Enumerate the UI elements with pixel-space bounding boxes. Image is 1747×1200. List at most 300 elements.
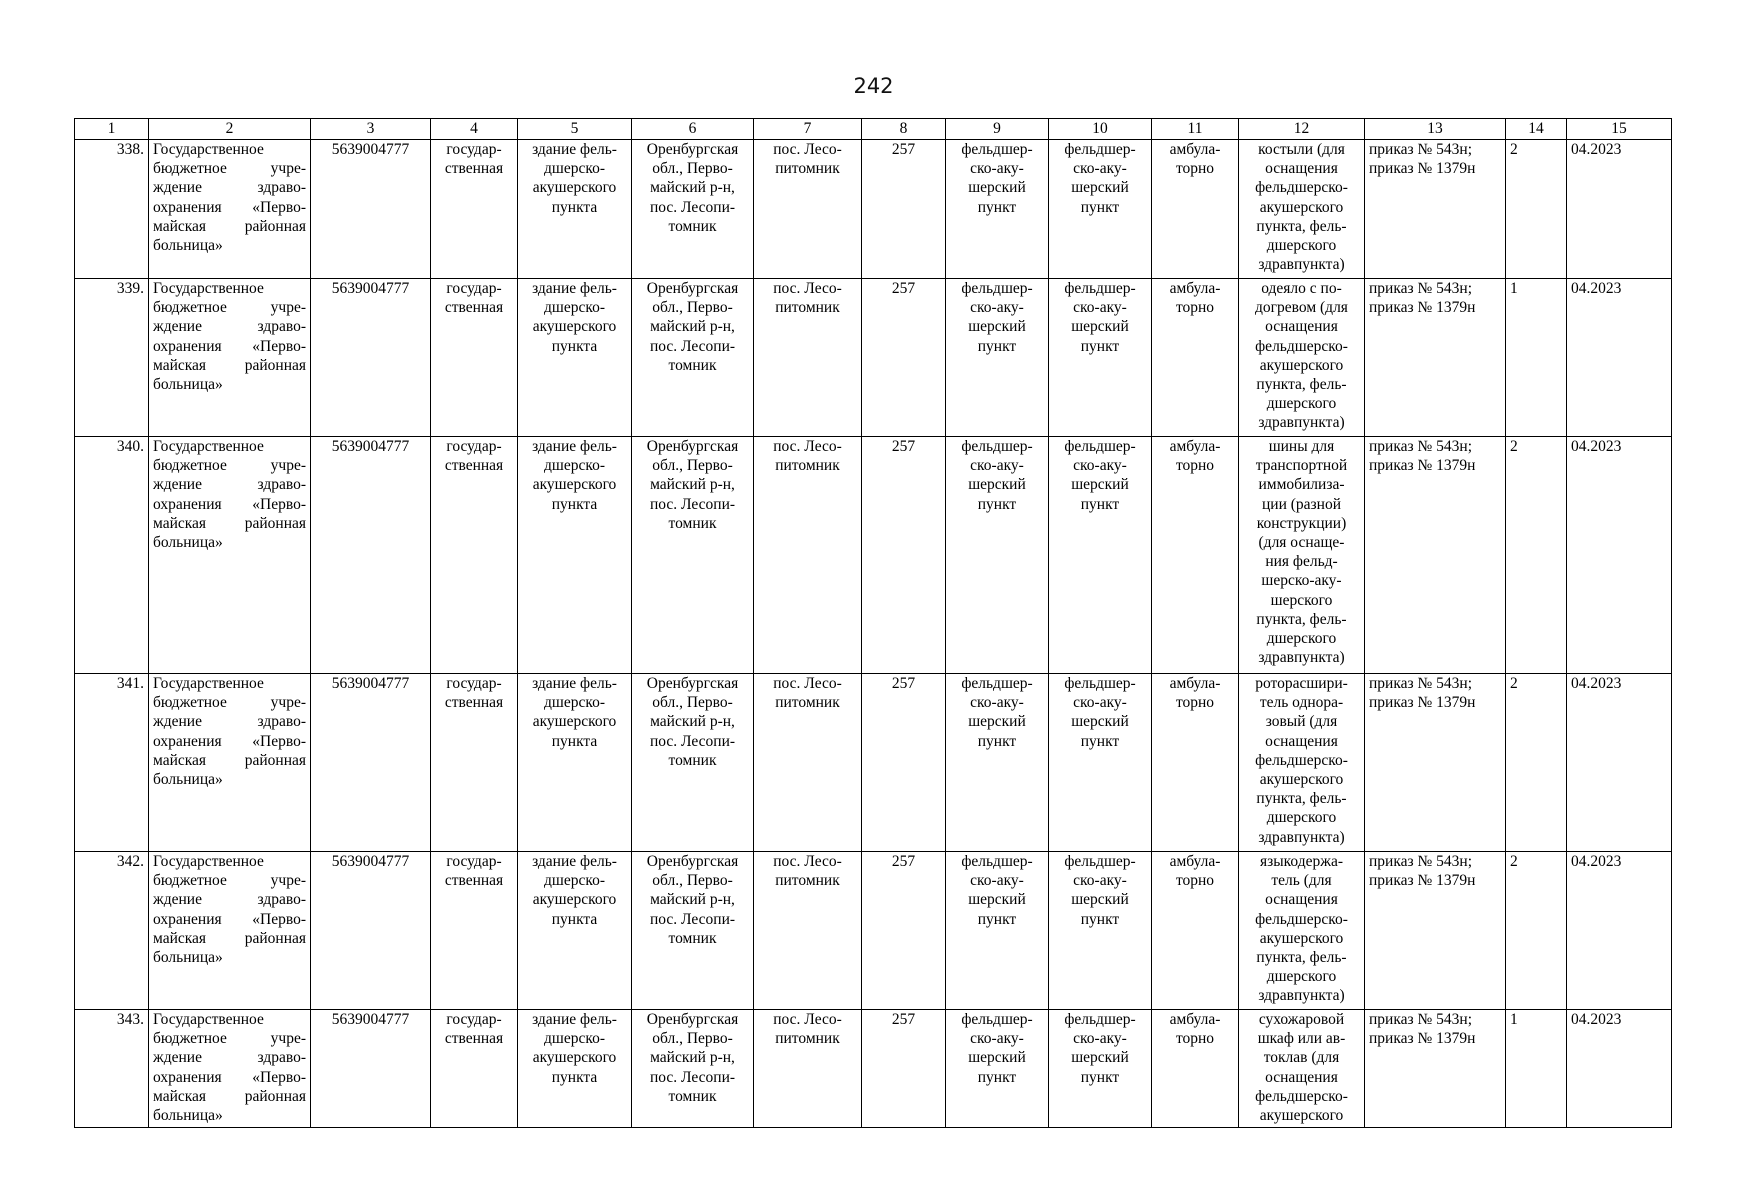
- address-line: томник: [668, 514, 717, 532]
- date-value-cell: 04.2023: [1567, 437, 1672, 674]
- facility-type-line: фельдшер-: [961, 675, 1033, 692]
- settlement-cell: [754, 674, 862, 852]
- equipment-name-line: фельдшерско-: [1255, 337, 1348, 355]
- facility-type-line: шерский: [968, 891, 1026, 909]
- ownership-form-line: государ-: [446, 675, 502, 692]
- facility-type-line: шерский: [968, 1049, 1026, 1067]
- institution-name-line: ждение здраво-: [153, 713, 306, 731]
- facility-type-cell: [946, 279, 1049, 437]
- facility-type-line: ско-аку-: [970, 457, 1024, 475]
- equipment-name-line: акушерского: [1259, 929, 1344, 947]
- row-number-cell: 339.: [75, 279, 149, 437]
- facility-type-line: пункт: [977, 198, 1017, 216]
- column-number: 15: [1567, 119, 1672, 140]
- facility-subtype-cell: [1049, 140, 1152, 279]
- column-number: 10: [1049, 119, 1152, 140]
- institution-name-line: ждение здраво-: [153, 476, 306, 494]
- column-number: 8: [862, 119, 946, 140]
- equipment-name-line: оснащения: [1265, 160, 1338, 178]
- building-name-line: дшерско-: [544, 299, 605, 317]
- institution-name-line: майская районная: [153, 1087, 306, 1105]
- inn-value-cell: 5639004777: [311, 140, 431, 279]
- facility-type-line: фельдшер-: [961, 280, 1033, 297]
- institution-name-cell: [149, 852, 311, 1010]
- facility-subtype-cell: [1049, 674, 1152, 852]
- quantity-cell: 2: [1506, 674, 1567, 852]
- equipment-name-line: акушерского: [1259, 1107, 1344, 1125]
- facility-type-line: фельдшер-: [961, 438, 1033, 455]
- quantity-cell: 2: [1506, 852, 1567, 1010]
- order-references-line: приказ № 1379н: [1369, 299, 1476, 317]
- equipment-name-line: тель (для: [1271, 872, 1332, 890]
- equipment-name-line: токлав (для: [1263, 1049, 1340, 1067]
- building-name-line: дшерско-: [544, 1030, 605, 1048]
- building-name-line: пункта: [551, 732, 598, 750]
- building-name-line: здание фель-: [532, 141, 617, 158]
- ownership-form-line: ственная: [444, 694, 504, 712]
- facility-subtype-line: пункт: [1080, 1068, 1120, 1086]
- building-name-line: акушерского: [532, 891, 617, 909]
- facility-subtype-line: шерский: [1071, 1049, 1129, 1067]
- settlement-line: питомник: [775, 457, 840, 475]
- institution-name-cell: [149, 140, 311, 279]
- equipment-name-line: зовый (для: [1265, 713, 1338, 731]
- order-references-line: приказ № 543н;: [1369, 853, 1473, 870]
- address-line: обл., Перво-: [652, 299, 733, 317]
- facility-subtype-line: шерский: [1071, 476, 1129, 494]
- column-number: 1: [75, 119, 149, 140]
- table-row: [75, 1010, 1672, 1128]
- ownership-form-line: ственная: [444, 160, 504, 178]
- equipment-name-cell: [1239, 140, 1365, 279]
- order-references-line: приказ № 1379н: [1369, 872, 1476, 890]
- equipment-name-line: здравпункта): [1258, 649, 1345, 667]
- facility-subtype-line: ско-аку-: [1073, 872, 1127, 890]
- equipment-name-line: ции (разной: [1261, 495, 1341, 513]
- order-references-cell: [1365, 437, 1506, 674]
- facility-subtype-line: шерский: [1071, 891, 1129, 909]
- equipment-name-line: здравпункта): [1258, 256, 1345, 274]
- settlement-line: питомник: [775, 160, 840, 178]
- building-name-cell: [518, 674, 632, 852]
- facility-type-line: ско-аку-: [970, 160, 1024, 178]
- settlement-line: питомник: [775, 694, 840, 712]
- address-line: томник: [668, 217, 717, 235]
- care-conditions-line: торно: [1175, 872, 1215, 890]
- equipment-name-line: одеяло с по-: [1261, 280, 1342, 297]
- column-number: 7: [754, 119, 862, 140]
- order-references-line: приказ № 1379н: [1369, 1030, 1476, 1048]
- care-conditions-line: торно: [1175, 457, 1215, 475]
- building-name-line: здание фель-: [532, 280, 617, 297]
- registry-table: [74, 118, 1672, 1128]
- ownership-form-line: государ-: [446, 438, 502, 455]
- equipment-name-line: конструкции): [1256, 514, 1347, 532]
- institution-name-line: Государственное: [153, 280, 264, 297]
- address-line: Оренбургская: [646, 141, 739, 158]
- ownership-form-cell: [431, 1010, 518, 1128]
- code-value-cell: 257: [862, 1010, 946, 1128]
- building-name-line: пункта: [551, 495, 598, 513]
- equipment-name-line: дшерского: [1266, 630, 1337, 648]
- institution-name-cell: [149, 674, 311, 852]
- ownership-form-cell: [431, 140, 518, 279]
- date-value-cell: 04.2023: [1567, 140, 1672, 279]
- equipment-name-line: пункта, фель-: [1256, 790, 1347, 808]
- facility-type-line: фельдшер-: [961, 853, 1033, 870]
- building-name-cell: [518, 437, 632, 674]
- order-references-line: приказ № 1379н: [1369, 457, 1476, 475]
- address-line: майский р-н,: [650, 713, 735, 731]
- column-number: 9: [946, 119, 1049, 140]
- care-conditions-line: торно: [1175, 694, 1215, 712]
- facility-subtype-cell: [1049, 279, 1152, 437]
- facility-subtype-line: пункт: [1080, 337, 1120, 355]
- equipment-name-line: пункта, фель-: [1256, 376, 1347, 394]
- equipment-name-line: фельдшерско-: [1255, 1087, 1348, 1105]
- address-line: томник: [668, 929, 717, 947]
- facility-type-line: пункт: [977, 732, 1017, 750]
- address-cell: [632, 852, 754, 1010]
- facility-subtype-line: фельдшер-: [1064, 280, 1136, 297]
- building-name-line: акушерского: [532, 179, 617, 197]
- building-name-line: акушерского: [532, 713, 617, 731]
- order-references-cell: [1365, 674, 1506, 852]
- order-references-line: приказ № 1379н: [1369, 160, 1476, 178]
- code-value-cell: 257: [862, 437, 946, 674]
- facility-type-line: пункт: [977, 910, 1017, 928]
- column-number: 4: [431, 119, 518, 140]
- equipment-name-line: шины для: [1268, 438, 1335, 455]
- settlement-cell: [754, 279, 862, 437]
- ownership-form-line: государ-: [446, 853, 502, 870]
- institution-name-line: охранения «Перво-: [153, 198, 306, 216]
- institution-name-line: майская районная: [153, 751, 306, 769]
- facility-type-line: пункт: [977, 495, 1017, 513]
- equipment-name-line: шерского: [1270, 591, 1333, 609]
- facility-type-cell: [946, 1010, 1049, 1128]
- inn-value-cell: 5639004777: [311, 437, 431, 674]
- facility-type-line: ско-аку-: [970, 872, 1024, 890]
- settlement-cell: [754, 437, 862, 674]
- equipment-name-line: здравпункта): [1258, 414, 1345, 432]
- order-references-line: приказ № 543н;: [1369, 280, 1473, 297]
- settlement-line: пос. Лесо-: [773, 853, 842, 870]
- inn-value-cell: 5639004777: [311, 852, 431, 1010]
- equipment-name-line: дшерского: [1266, 968, 1337, 986]
- address-line: обл., Перво-: [652, 1030, 733, 1048]
- facility-type-line: фельдшер-: [961, 141, 1033, 158]
- building-name-line: дшерско-: [544, 872, 605, 890]
- table-row: [75, 437, 1672, 674]
- equipment-name-line: акушерского: [1259, 198, 1344, 216]
- facility-subtype-line: пункт: [1080, 732, 1120, 750]
- facility-type-line: ско-аку-: [970, 694, 1024, 712]
- facility-subtype-line: фельдшер-: [1064, 853, 1136, 870]
- equipment-name-line: акушерского: [1259, 771, 1344, 789]
- facility-type-line: шерский: [968, 179, 1026, 197]
- settlement-line: пос. Лесо-: [773, 280, 842, 297]
- column-number: 14: [1506, 119, 1567, 140]
- equipment-name-cell: [1239, 674, 1365, 852]
- quantity-cell: 1: [1506, 1010, 1567, 1128]
- address-cell: [632, 140, 754, 279]
- institution-name-line: майская районная: [153, 929, 306, 947]
- facility-type-line: ско-аку-: [970, 1030, 1024, 1048]
- facility-subtype-line: шерский: [1071, 179, 1129, 197]
- ownership-form-line: государ-: [446, 280, 502, 297]
- date-value-cell: 04.2023: [1567, 1010, 1672, 1128]
- ownership-form-line: государ-: [446, 141, 502, 158]
- building-name-line: дшерско-: [544, 694, 605, 712]
- quantity-cell: 1: [1506, 279, 1567, 437]
- code-value-cell: 257: [862, 279, 946, 437]
- facility-type-line: шерский: [968, 713, 1026, 731]
- equipment-name-line: здравпункта): [1258, 828, 1345, 846]
- ownership-form-line: ственная: [444, 457, 504, 475]
- institution-name-line: больница»: [153, 771, 223, 789]
- order-references-line: приказ № 543н;: [1369, 438, 1473, 455]
- ownership-form-line: государ-: [446, 1011, 502, 1028]
- building-name-line: пункта: [551, 1068, 598, 1086]
- row-number-cell: 341.: [75, 674, 149, 852]
- address-line: пос. Лесопи-: [649, 198, 736, 216]
- care-conditions-cell: [1152, 140, 1239, 279]
- address-line: обл., Перво-: [652, 694, 733, 712]
- column-number: 11: [1152, 119, 1239, 140]
- settlement-line: пос. Лесо-: [773, 438, 842, 455]
- equipment-name-line: (для оснаще-: [1258, 534, 1345, 552]
- institution-name-line: охранения «Перво-: [153, 1068, 306, 1086]
- order-references-line: приказ № 543н;: [1369, 675, 1473, 692]
- equipment-name-line: дшерского: [1266, 237, 1337, 255]
- settlement-line: питомник: [775, 299, 840, 317]
- address-line: майский р-н,: [650, 179, 735, 197]
- care-conditions-line: амбула-: [1169, 141, 1221, 158]
- address-cell: [632, 437, 754, 674]
- facility-subtype-line: фельдшер-: [1064, 675, 1136, 692]
- facility-subtype-line: пункт: [1080, 198, 1120, 216]
- equipment-name-line: сухожаровой: [1258, 1011, 1345, 1028]
- institution-name-line: ждение здраво-: [153, 179, 306, 197]
- order-references-cell: [1365, 140, 1506, 279]
- facility-subtype-cell: [1049, 437, 1152, 674]
- institution-name-line: бюджетное учре-: [153, 299, 306, 317]
- address-line: майский р-н,: [650, 318, 735, 336]
- care-conditions-cell: [1152, 279, 1239, 437]
- building-name-line: здание фель-: [532, 675, 617, 692]
- building-name-line: акушерского: [532, 1049, 617, 1067]
- column-number: 6: [632, 119, 754, 140]
- facility-subtype-line: пункт: [1080, 495, 1120, 513]
- institution-name-cell: [149, 279, 311, 437]
- care-conditions-line: амбула-: [1169, 438, 1221, 455]
- facility-type-line: шерский: [968, 318, 1026, 336]
- inn-value-cell: 5639004777: [311, 1010, 431, 1128]
- institution-name-line: Государственное: [153, 141, 264, 158]
- institution-name-line: бюджетное учре-: [153, 872, 306, 890]
- equipment-name-line: дшерского: [1266, 809, 1337, 827]
- address-line: пос. Лесопи-: [649, 1068, 736, 1086]
- facility-subtype-line: ско-аку-: [1073, 160, 1127, 178]
- equipment-name-cell: [1239, 852, 1365, 1010]
- facility-subtype-cell: [1049, 852, 1152, 1010]
- order-references-line: приказ № 543н;: [1369, 141, 1473, 158]
- address-line: майский р-н,: [650, 476, 735, 494]
- building-name-line: здание фель-: [532, 853, 617, 870]
- date-value-cell: 04.2023: [1567, 279, 1672, 437]
- facility-subtype-line: ско-аку-: [1073, 299, 1127, 317]
- equipment-name-line: пункта, фель-: [1256, 217, 1347, 235]
- building-name-cell: [518, 852, 632, 1010]
- building-name-line: здание фель-: [532, 1011, 617, 1028]
- institution-name-line: бюджетное учре-: [153, 694, 306, 712]
- equipment-name-line: костыли (для: [1258, 141, 1345, 158]
- equipment-name-line: языкодержа-: [1260, 853, 1343, 870]
- equipment-name-line: догревом (для: [1255, 299, 1348, 317]
- equipment-name-cell: [1239, 279, 1365, 437]
- institution-name-line: бюджетное учре-: [153, 457, 306, 475]
- quantity-cell: 2: [1506, 437, 1567, 674]
- facility-subtype-line: ско-аку-: [1073, 694, 1127, 712]
- building-name-line: акушерского: [532, 476, 617, 494]
- address-line: пос. Лесопи-: [649, 337, 736, 355]
- institution-name-line: охранения «Перво-: [153, 910, 306, 928]
- facility-type-cell: [946, 852, 1049, 1010]
- code-value-cell: 257: [862, 852, 946, 1010]
- ownership-form-line: ственная: [444, 299, 504, 317]
- equipment-name-line: шерско-аку-: [1261, 572, 1342, 590]
- facility-type-cell: [946, 437, 1049, 674]
- address-line: Оренбургская: [646, 853, 739, 870]
- institution-name-line: бюджетное учре-: [153, 1030, 306, 1048]
- institution-name-line: больница»: [153, 949, 223, 967]
- date-value-cell: 04.2023: [1567, 674, 1672, 852]
- address-cell: [632, 279, 754, 437]
- institution-name-line: майская районная: [153, 217, 306, 235]
- building-name-line: пункта: [551, 337, 598, 355]
- facility-subtype-line: шерский: [1071, 713, 1129, 731]
- facility-type-line: пункт: [977, 337, 1017, 355]
- column-number: 13: [1365, 119, 1506, 140]
- equipment-name-line: роторасшири-: [1255, 675, 1348, 692]
- care-conditions-line: амбула-: [1169, 1011, 1221, 1028]
- quantity-cell: 2: [1506, 140, 1567, 279]
- care-conditions-line: торно: [1175, 299, 1215, 317]
- page-number: 242: [853, 74, 894, 98]
- equipment-name-line: здравпункта): [1258, 987, 1345, 1005]
- facility-type-cell: [946, 140, 1049, 279]
- facility-subtype-line: ско-аку-: [1073, 457, 1127, 475]
- facility-subtype-line: шерский: [1071, 318, 1129, 336]
- equipment-name-line: фельдшерско-: [1255, 179, 1348, 197]
- row-number-cell: 340.: [75, 437, 149, 674]
- care-conditions-cell: [1152, 852, 1239, 1010]
- address-cell: [632, 674, 754, 852]
- equipment-name-line: шкаф или ав-: [1257, 1030, 1346, 1048]
- inn-value-cell: 5639004777: [311, 674, 431, 852]
- equipment-name-line: пункта, фель-: [1256, 610, 1347, 628]
- facility-type-line: фельдшер-: [961, 1011, 1033, 1028]
- address-line: пос. Лесопи-: [649, 732, 736, 750]
- equipment-name-line: тель однора-: [1259, 694, 1344, 712]
- settlement-line: пос. Лесо-: [773, 1011, 842, 1028]
- equipment-name-line: оснащения: [1265, 891, 1338, 909]
- settlement-line: пос. Лесо-: [773, 675, 842, 692]
- settlement-cell: [754, 1010, 862, 1128]
- care-conditions-cell: [1152, 674, 1239, 852]
- institution-name-line: бюджетное учре-: [153, 160, 306, 178]
- table-body: [75, 140, 1672, 1128]
- date-value-cell: 04.2023: [1567, 852, 1672, 1010]
- care-conditions-cell: [1152, 1010, 1239, 1128]
- facility-subtype-cell: [1049, 1010, 1152, 1128]
- address-line: обл., Перво-: [652, 160, 733, 178]
- code-value-cell: 257: [862, 140, 946, 279]
- institution-name-line: майская районная: [153, 356, 306, 374]
- address-line: майский р-н,: [650, 1049, 735, 1067]
- institution-name-line: Государственное: [153, 853, 264, 870]
- institution-name-line: больница»: [153, 237, 223, 255]
- institution-name-line: Государственное: [153, 1011, 264, 1028]
- address-line: пос. Лесопи-: [649, 495, 736, 513]
- column-number: 12: [1239, 119, 1365, 140]
- table-row: [75, 140, 1672, 279]
- equipment-name-line: оснащения: [1265, 1068, 1338, 1086]
- ownership-form-cell: [431, 674, 518, 852]
- equipment-name-line: оснащения: [1265, 732, 1338, 750]
- settlement-cell: [754, 852, 862, 1010]
- equipment-name-line: оснащения: [1265, 318, 1338, 336]
- institution-name-line: больница»: [153, 1107, 223, 1125]
- settlement-cell: [754, 140, 862, 279]
- institution-name-line: охранения «Перво-: [153, 495, 306, 513]
- building-name-cell: [518, 1010, 632, 1128]
- ownership-form-cell: [431, 437, 518, 674]
- address-line: пос. Лесопи-: [649, 910, 736, 928]
- address-line: Оренбургская: [646, 675, 739, 692]
- facility-subtype-line: фельдшер-: [1064, 1011, 1136, 1028]
- equipment-name-line: транспортной: [1255, 457, 1348, 475]
- inn-value-cell: 5639004777: [311, 279, 431, 437]
- institution-name-line: Государственное: [153, 675, 264, 692]
- facility-subtype-line: пункт: [1080, 910, 1120, 928]
- address-line: томник: [668, 356, 717, 374]
- settlement-line: пос. Лесо-: [773, 141, 842, 158]
- institution-name-line: больница»: [153, 534, 223, 552]
- institution-name-cell: [149, 437, 311, 674]
- address-line: майский р-н,: [650, 891, 735, 909]
- facility-type-line: шерский: [968, 476, 1026, 494]
- institution-name-line: Государственное: [153, 438, 264, 455]
- facility-subtype-line: фельдшер-: [1064, 438, 1136, 455]
- address-line: обл., Перво-: [652, 872, 733, 890]
- facility-subtype-line: фельдшер-: [1064, 141, 1136, 158]
- building-name-cell: [518, 279, 632, 437]
- institution-name-line: ждение здраво-: [153, 1049, 306, 1067]
- building-name-cell: [518, 140, 632, 279]
- equipment-name-line: иммобилиза-: [1258, 476, 1345, 494]
- address-line: Оренбургская: [646, 280, 739, 297]
- equipment-name-line: ния фельд-: [1265, 553, 1338, 571]
- institution-name-line: ждение здраво-: [153, 318, 306, 336]
- equipment-name-line: пункта, фель-: [1256, 949, 1347, 967]
- code-value-cell: 257: [862, 674, 946, 852]
- order-references-line: приказ № 1379н: [1369, 694, 1476, 712]
- ownership-form-line: ственная: [444, 872, 504, 890]
- institution-name-line: майская районная: [153, 514, 306, 532]
- building-name-line: дшерско-: [544, 160, 605, 178]
